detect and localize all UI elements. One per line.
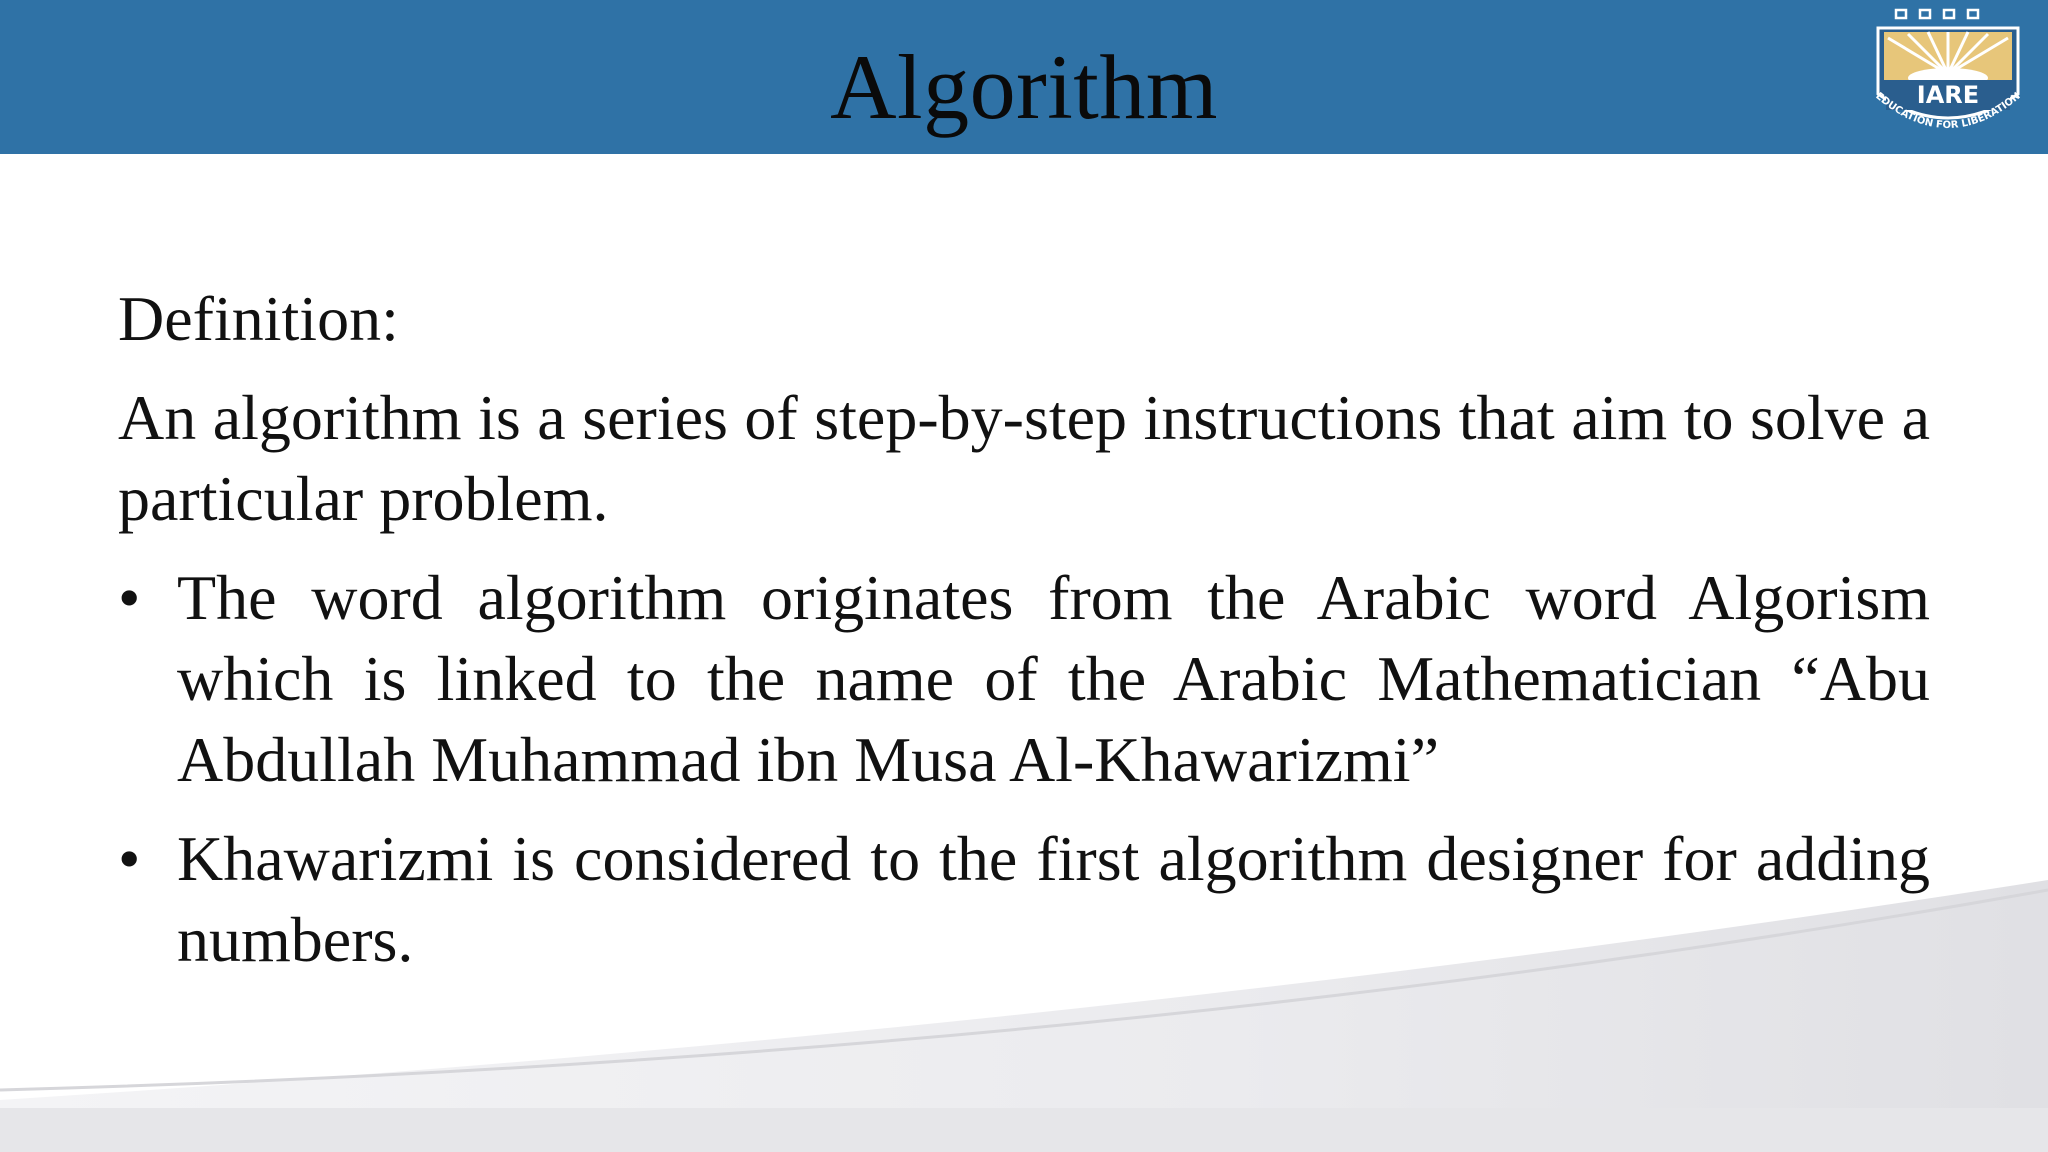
decorative-swoosh	[0, 880, 2048, 1152]
bullet-text: Khawarizmi is considered to the first algorithm designer for adding numbers.	[177, 823, 1930, 975]
svg-text:IARE: IARE	[1916, 81, 1980, 109]
bullet-icon: •	[118, 562, 141, 633]
slide-title: Algorithm	[830, 36, 1218, 138]
bullet-icon: •	[118, 823, 141, 894]
svg-text:EDUCATION FOR LIBERATION: EDUCATION FOR LIBERATION	[1873, 90, 2023, 132]
iare-emblem-icon	[1858, 2, 2038, 152]
bullet-text: The word algorithm originates from the Arabic word Algorism which is linked to the name of the Arabic Mathematician “Abu Abdullah Muhammad ibn Musa Al-Khawarizmi”	[177, 562, 1930, 795]
definition-label: Definition:	[118, 283, 399, 354]
definition-text: An algorithm is a series of step-by-step instructions that aim to solve a particular problem.	[118, 382, 1930, 534]
bullet-item	[118, 557, 1930, 800]
